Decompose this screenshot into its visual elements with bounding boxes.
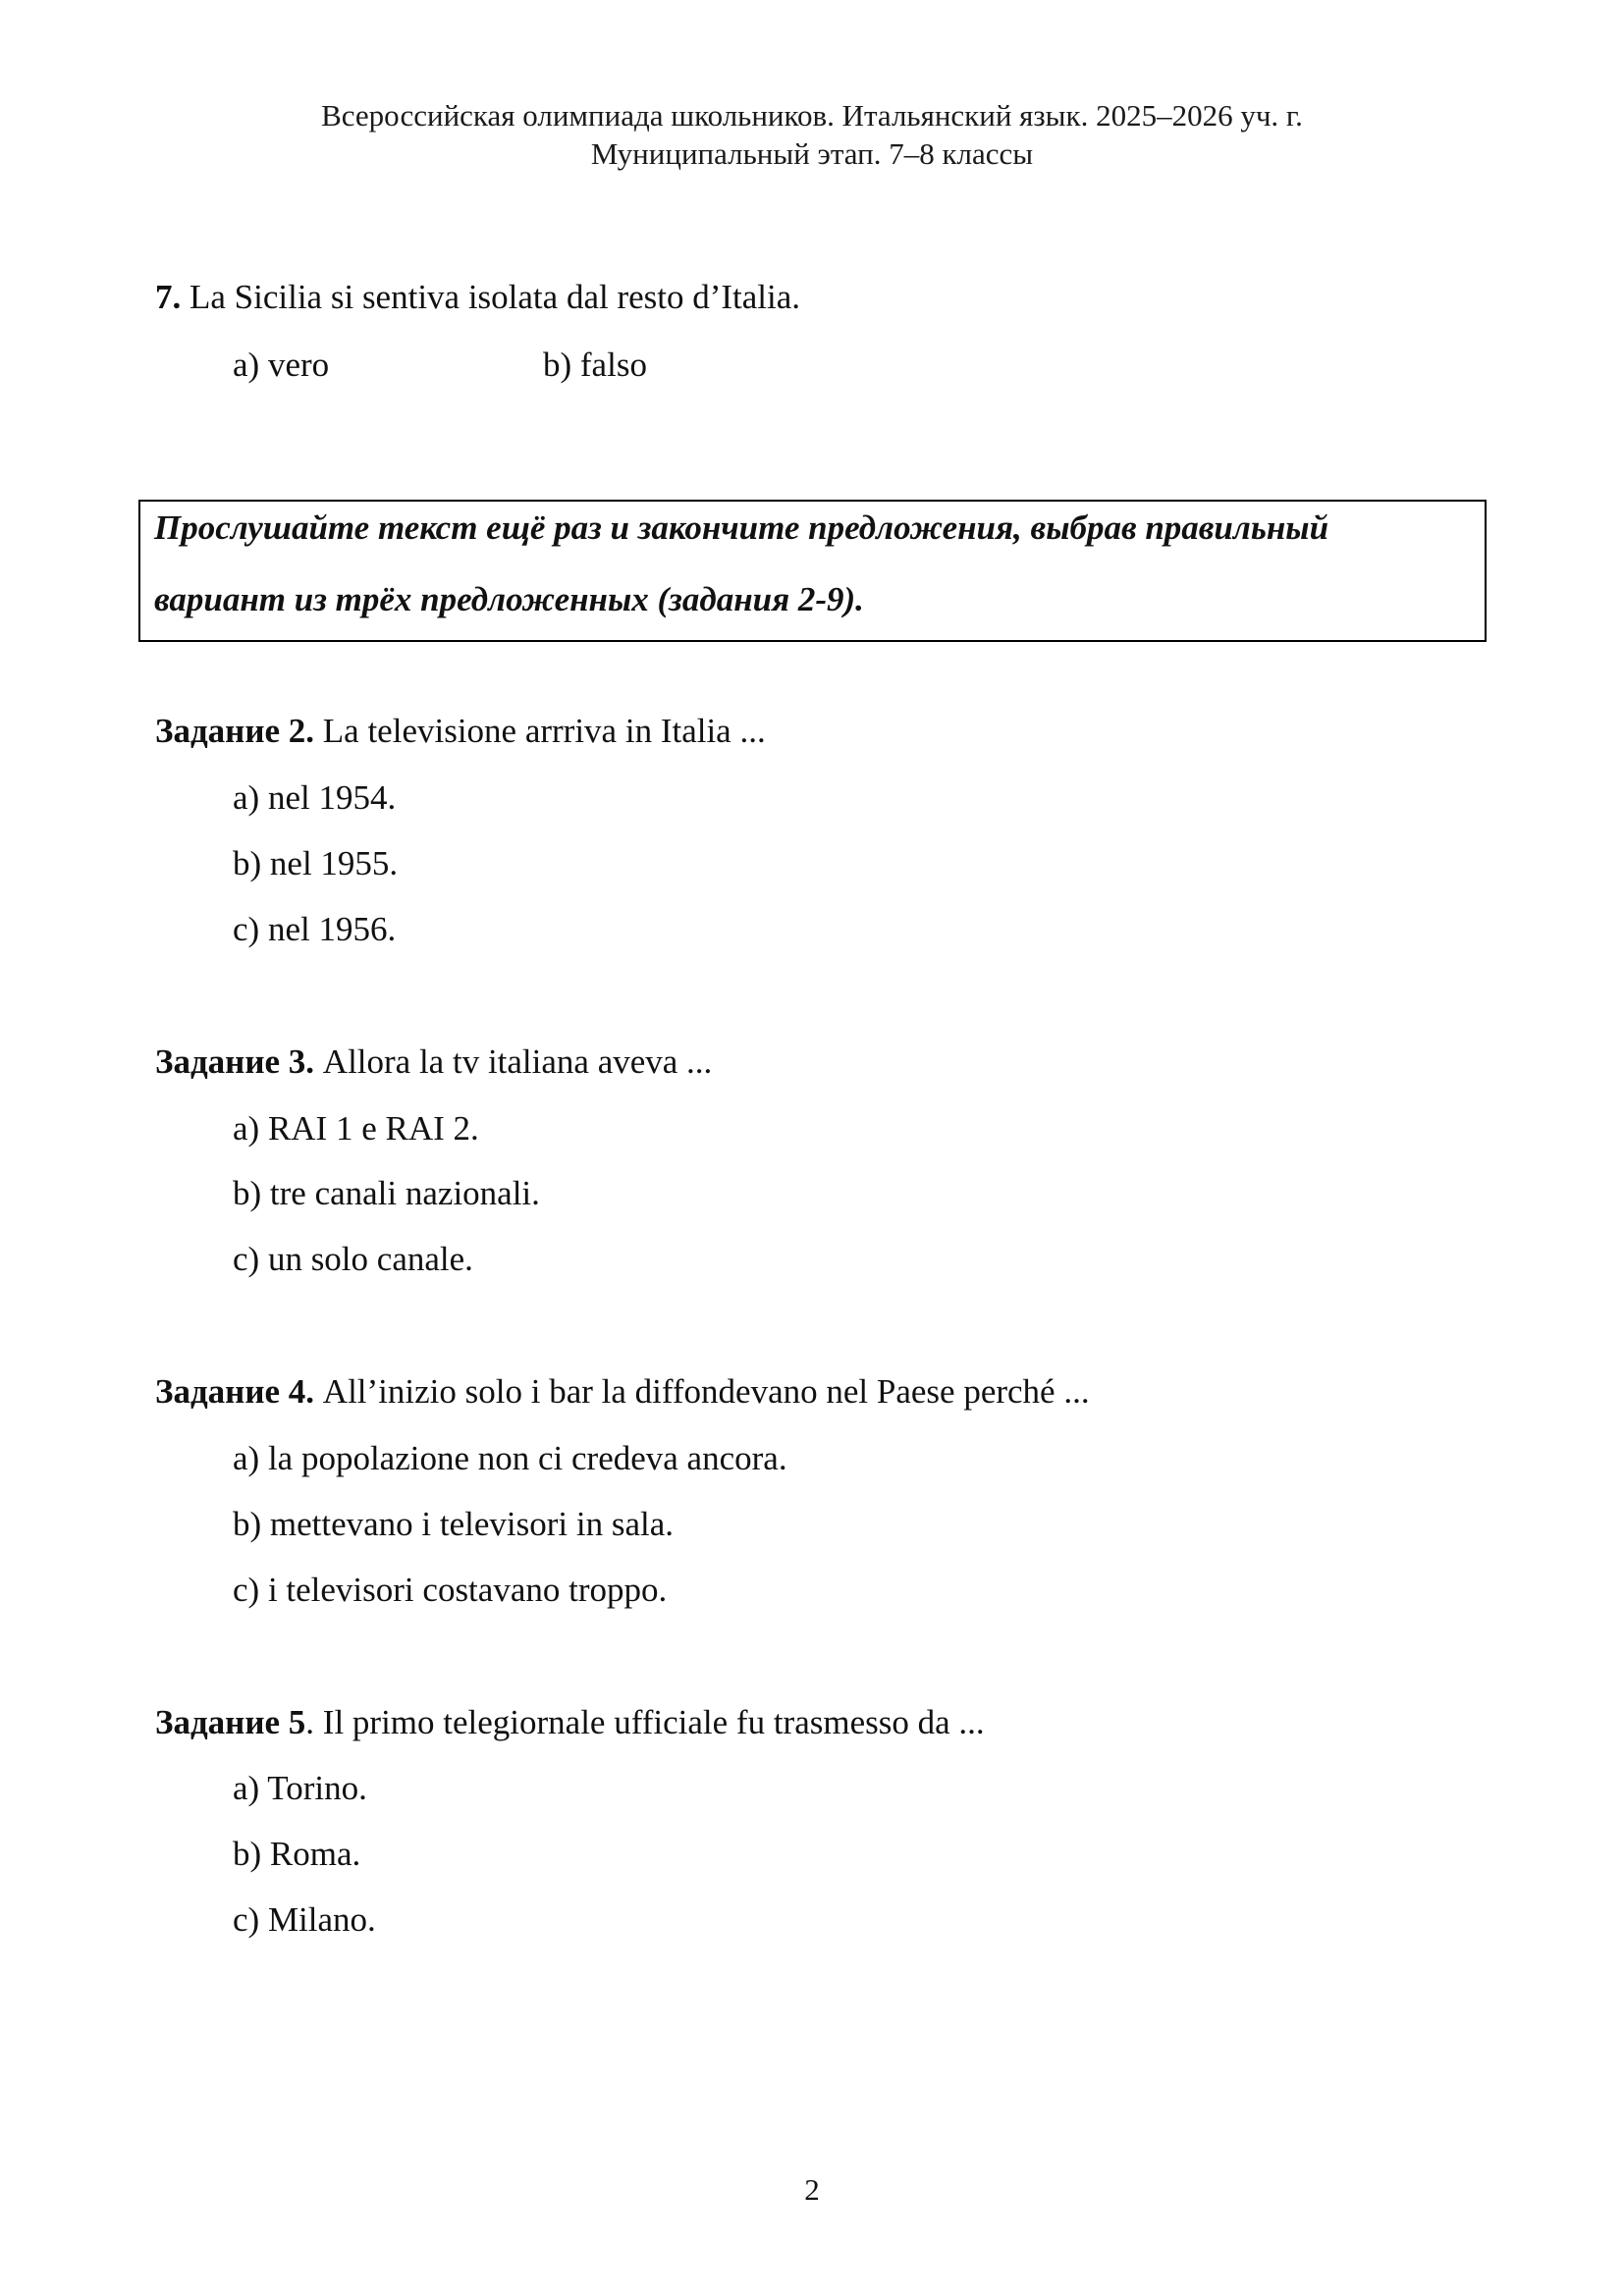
document-header-line2: Муниципальный этап. 7–8 классы	[590, 136, 1034, 171]
document-header-line1: Всероссийская олимпиада школьников. Итальянский язык. 2025–2026 уч. г.	[321, 98, 1303, 133]
task-4-option-b: b) mettevano i televisori in sala.	[233, 1505, 675, 1543]
task-label-suffix: .	[305, 1703, 315, 1741]
task-4-option-c: c) i televisori costavano troppo.	[233, 1571, 668, 1609]
task-label: Задание 5	[155, 1703, 306, 1741]
task-2-option-b: b) nel 1955.	[233, 844, 399, 882]
task-3	[155, 1041, 712, 1084]
task-5-option-a: a) Torino.	[233, 1769, 367, 1807]
question-text: La Sicilia si sentiva isolata dal resto d’Italia.	[181, 278, 801, 316]
task-3-option-b: b) tre canali nazionali.	[233, 1174, 540, 1212]
question-7	[155, 276, 800, 319]
task-label: Задание 4.	[155, 1372, 315, 1411]
task-4	[155, 1370, 1090, 1414]
task-3-option-a: a) RAI 1 e RAI 2.	[233, 1109, 479, 1148]
task-text: All’inizio solo i bar la diffondevano nel Paese perché ...	[314, 1372, 1090, 1411]
task-3-option-c: c) un solo canale.	[233, 1240, 473, 1278]
task-2-option-a: a) nel 1954.	[233, 778, 397, 817]
question-7-option-b: b) falso	[543, 346, 647, 384]
task-4-option-a: a) la popolazione non ci credeva ancora.	[233, 1439, 787, 1477]
page-number: 2	[804, 2172, 820, 2207]
task-2	[155, 710, 766, 753]
instruction-line-2: вариант из трёх предложенных (задания 2-9).	[154, 580, 864, 618]
instruction-box	[138, 500, 1487, 642]
task-label: Задание 3.	[155, 1042, 315, 1081]
task-5-option-c: c) Milano.	[233, 1900, 376, 1939]
instruction-line-1: Прослушайте текст ещё раз и закончите предложения, выбрав правильный	[154, 508, 1329, 547]
task-text: La televisione arrriva in Italia ...	[314, 712, 766, 750]
question-7-option-a: a) vero	[233, 346, 330, 384]
task-2-option-c: c) nel 1956.	[233, 910, 397, 948]
task-text: Il primo telegiornale ufficiale fu trasmesso da ...	[314, 1703, 985, 1741]
task-label: Задание 2.	[155, 712, 315, 750]
task-5-option-b: b) Roma.	[233, 1835, 361, 1873]
task-5	[155, 1701, 985, 1744]
question-number: 7.	[155, 278, 182, 316]
task-text: Allora la tv italiana aveva ...	[314, 1042, 713, 1081]
